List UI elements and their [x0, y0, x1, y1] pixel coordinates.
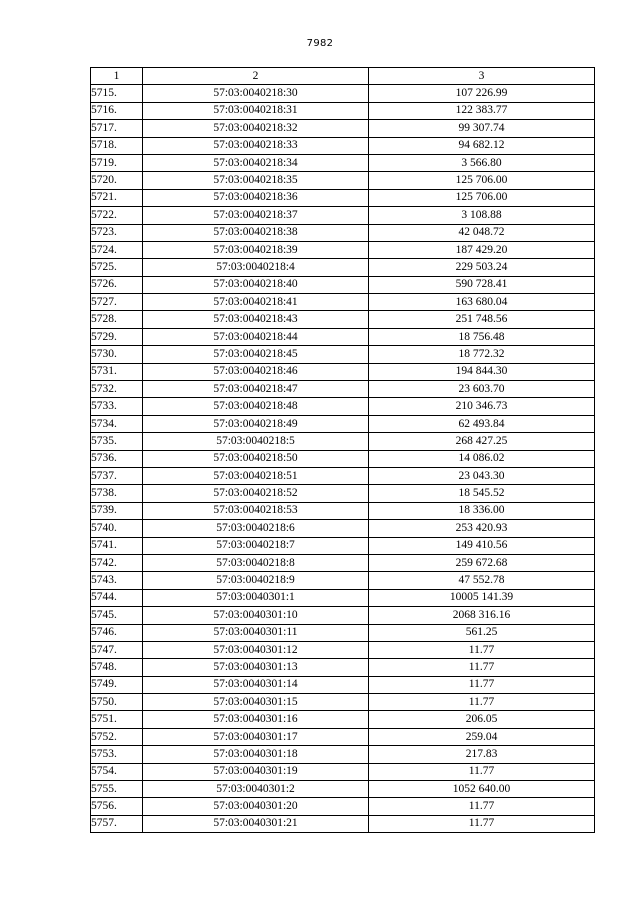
cadastral-value-cell: 1052 640.00	[369, 781, 595, 798]
row-number-cell: 5736.	[91, 450, 143, 467]
table-row	[91, 102, 595, 119]
table-row	[91, 624, 595, 641]
table-row	[91, 537, 595, 554]
table-row	[91, 294, 595, 311]
cadastral-number-cell: 57:03:0040218:4	[143, 259, 369, 276]
cadastral-number-cell: 57:03:0040218:37	[143, 207, 369, 224]
row-number-cell: 5730.	[91, 346, 143, 363]
cadastral-value-cell: 23 603.70	[369, 381, 595, 398]
cadastral-value-cell: 259 672.68	[369, 554, 595, 571]
cadastral-number-cell: 57:03:0040218:6	[143, 520, 369, 537]
cadastral-value-cell: 210 346.73	[369, 398, 595, 415]
table-row	[91, 554, 595, 571]
cadastral-number-cell: 57:03:0040218:40	[143, 276, 369, 293]
cadastral-number-cell: 57:03:0040218:5	[143, 433, 369, 450]
cadastral-value-cell: 229 503.24	[369, 259, 595, 276]
cadastral-value-cell: 253 420.93	[369, 520, 595, 537]
row-number-cell: 5733.	[91, 398, 143, 415]
table-row	[91, 607, 595, 624]
table-row	[91, 381, 595, 398]
cadastral-value-cell: 11.77	[369, 694, 595, 711]
table-row	[91, 415, 595, 432]
cadastral-value-cell: 11.77	[369, 676, 595, 693]
cadastral-value-cell: 18 545.52	[369, 485, 595, 502]
row-number-cell: 5748.	[91, 659, 143, 676]
cadastral-number-cell: 57:03:0040218:51	[143, 467, 369, 484]
cadastral-number-cell: 57:03:0040218:50	[143, 450, 369, 467]
row-number-cell: 5731.	[91, 363, 143, 380]
cadastral-number-cell: 57:03:0040218:49	[143, 415, 369, 432]
row-number-cell: 5752.	[91, 728, 143, 745]
row-number-cell: 5747.	[91, 641, 143, 658]
cadastral-value-cell: 18 756.48	[369, 328, 595, 345]
table-row	[91, 659, 595, 676]
cadastral-value-cell: 251 748.56	[369, 311, 595, 328]
table-row	[91, 781, 595, 798]
cadastral-value-cell: 11.77	[369, 763, 595, 780]
cadastral-number-cell: 57:03:0040218:7	[143, 537, 369, 554]
cadastral-value-cell: 3 566.80	[369, 154, 595, 171]
cadastral-value-cell: 42 048.72	[369, 224, 595, 241]
table-row	[91, 450, 595, 467]
cadastral-number-cell: 57:03:0040301:16	[143, 711, 369, 728]
row-number-cell: 5738.	[91, 485, 143, 502]
cadastral-value-cell: 163 680.04	[369, 294, 595, 311]
cadastral-number-cell: 57:03:0040218:39	[143, 241, 369, 258]
cadastral-value-cell: 217.83	[369, 746, 595, 763]
table-row	[91, 207, 595, 224]
row-number-cell: 5754.	[91, 763, 143, 780]
cadastral-value-cell: 14 086.02	[369, 450, 595, 467]
table-body	[91, 85, 595, 833]
column-header-2: 2	[143, 68, 369, 85]
table-row	[91, 711, 595, 728]
row-number-cell: 5744.	[91, 589, 143, 606]
table-row	[91, 641, 595, 658]
row-number-cell: 5750.	[91, 694, 143, 711]
page-number: 7982	[306, 38, 334, 49]
cadastral-number-cell: 57:03:0040301:18	[143, 746, 369, 763]
cadastral-number-cell: 57:03:0040218:35	[143, 172, 369, 189]
row-number-cell: 5729.	[91, 328, 143, 345]
row-number-cell: 5740.	[91, 520, 143, 537]
table-row	[91, 241, 595, 258]
table-row	[91, 572, 595, 589]
cadastral-number-cell: 57:03:0040218:33	[143, 137, 369, 154]
table-row	[91, 746, 595, 763]
table-row	[91, 224, 595, 241]
cadastral-value-cell: 11.77	[369, 798, 595, 815]
table-row	[91, 763, 595, 780]
table-row	[91, 467, 595, 484]
row-number-cell: 5727.	[91, 294, 143, 311]
cadastral-number-cell: 57:03:0040301:14	[143, 676, 369, 693]
cadastral-value-cell: 62 493.84	[369, 415, 595, 432]
cadastral-value-cell: 10005 141.39	[369, 589, 595, 606]
cadastral-value-cell: 187 429.20	[369, 241, 595, 258]
table-row	[91, 311, 595, 328]
cadastral-number-cell: 57:03:0040218:41	[143, 294, 369, 311]
table-row	[91, 85, 595, 102]
table-row	[91, 798, 595, 815]
table-row	[91, 398, 595, 415]
row-number-cell: 5720.	[91, 172, 143, 189]
cadastral-number-cell: 57:03:0040218:53	[143, 502, 369, 519]
cadastral-number-cell: 57:03:0040301:1	[143, 589, 369, 606]
row-number-cell: 5737.	[91, 467, 143, 484]
cadastral-value-cell: 206.05	[369, 711, 595, 728]
row-number-cell: 5728.	[91, 311, 143, 328]
table-row	[91, 363, 595, 380]
cadastral-number-cell: 57:03:0040218:43	[143, 311, 369, 328]
cadastral-value-cell: 47 552.78	[369, 572, 595, 589]
cadastral-number-cell: 57:03:0040218:34	[143, 154, 369, 171]
table-row	[91, 676, 595, 693]
cadastral-value-cell: 3 108.88	[369, 207, 595, 224]
cadastral-value-cell: 2068 316.16	[369, 607, 595, 624]
cadastral-value-cell: 11.77	[369, 659, 595, 676]
cadastral-number-cell: 57:03:0040218:45	[143, 346, 369, 363]
row-number-cell: 5719.	[91, 154, 143, 171]
cadastral-value-cell: 125 706.00	[369, 172, 595, 189]
column-header-3: 3	[369, 68, 595, 85]
table-row	[91, 520, 595, 537]
cadastral-value-cell: 107 226.99	[369, 85, 595, 102]
table-row	[91, 346, 595, 363]
cadastral-value-cell: 561.25	[369, 624, 595, 641]
row-number-cell: 5745.	[91, 607, 143, 624]
row-number-cell: 5718.	[91, 137, 143, 154]
row-number-cell: 5732.	[91, 381, 143, 398]
cadastral-value-cell: 94 682.12	[369, 137, 595, 154]
cadastral-number-cell: 57:03:0040218:46	[143, 363, 369, 380]
cadastral-value-table	[90, 67, 595, 833]
cadastral-number-cell: 57:03:0040218:38	[143, 224, 369, 241]
row-number-cell: 5757.	[91, 815, 143, 832]
cadastral-value-cell: 99 307.74	[369, 120, 595, 137]
cadastral-number-cell: 57:03:0040301:21	[143, 815, 369, 832]
row-number-cell: 5743.	[91, 572, 143, 589]
table-row	[91, 189, 595, 206]
row-number-cell: 5753.	[91, 746, 143, 763]
cadastral-number-cell: 57:03:0040301:17	[143, 728, 369, 745]
cadastral-number-cell: 57:03:0040301:12	[143, 641, 369, 658]
row-number-cell: 5735.	[91, 433, 143, 450]
cadastral-value-cell: 11.77	[369, 641, 595, 658]
cadastral-value-cell: 259.04	[369, 728, 595, 745]
cadastral-number-cell: 57:03:0040301:15	[143, 694, 369, 711]
cadastral-number-cell: 57:03:0040218:31	[143, 102, 369, 119]
cadastral-number-cell: 57:03:0040301:2	[143, 781, 369, 798]
cadastral-value-cell: 122 383.77	[369, 102, 595, 119]
row-number-cell: 5739.	[91, 502, 143, 519]
cadastral-value-cell: 268 427.25	[369, 433, 595, 450]
row-number-cell: 5716.	[91, 102, 143, 119]
row-number-cell: 5726.	[91, 276, 143, 293]
cadastral-number-cell: 57:03:0040218:44	[143, 328, 369, 345]
column-header-1: 1	[91, 68, 143, 85]
row-number-cell: 5756.	[91, 798, 143, 815]
cadastral-number-cell: 57:03:0040218:30	[143, 85, 369, 102]
table-row	[91, 815, 595, 832]
cadastral-number-cell: 57:03:0040301:20	[143, 798, 369, 815]
cadastral-value-cell: 18 336.00	[369, 502, 595, 519]
table-header-row	[91, 68, 595, 85]
row-number-cell: 5715.	[91, 85, 143, 102]
table-row	[91, 589, 595, 606]
table-row	[91, 433, 595, 450]
table-row	[91, 502, 595, 519]
row-number-cell: 5725.	[91, 259, 143, 276]
cadastral-value-cell: 194 844.30	[369, 363, 595, 380]
row-number-cell: 5722.	[91, 207, 143, 224]
cadastral-number-cell: 57:03:0040218:9	[143, 572, 369, 589]
table-row	[91, 120, 595, 137]
cadastral-number-cell: 57:03:0040218:47	[143, 381, 369, 398]
table-row	[91, 137, 595, 154]
row-number-cell: 5723.	[91, 224, 143, 241]
table-row	[91, 276, 595, 293]
table-row	[91, 154, 595, 171]
table-row	[91, 328, 595, 345]
cadastral-number-cell: 57:03:0040218:32	[143, 120, 369, 137]
cadastral-value-cell: 18 772.32	[369, 346, 595, 363]
row-number-cell: 5721.	[91, 189, 143, 206]
cadastral-number-cell: 57:03:0040218:8	[143, 554, 369, 571]
row-number-cell: 5742.	[91, 554, 143, 571]
cadastral-number-cell: 57:03:0040301:19	[143, 763, 369, 780]
table-row	[91, 694, 595, 711]
row-number-cell: 5746.	[91, 624, 143, 641]
cadastral-value-cell: 11.77	[369, 815, 595, 832]
cadastral-number-cell: 57:03:0040301:10	[143, 607, 369, 624]
row-number-cell: 5734.	[91, 415, 143, 432]
row-number-cell: 5741.	[91, 537, 143, 554]
table-row	[91, 485, 595, 502]
cadastral-number-cell: 57:03:0040218:48	[143, 398, 369, 415]
row-number-cell: 5755.	[91, 781, 143, 798]
table-row	[91, 172, 595, 189]
row-number-cell: 5724.	[91, 241, 143, 258]
table-row	[91, 259, 595, 276]
cadastral-number-cell: 57:03:0040218:52	[143, 485, 369, 502]
cadastral-value-cell: 23 043.30	[369, 467, 595, 484]
cadastral-number-cell: 57:03:0040301:13	[143, 659, 369, 676]
row-number-cell: 5751.	[91, 711, 143, 728]
cadastral-number-cell: 57:03:0040218:36	[143, 189, 369, 206]
cadastral-value-cell: 590 728.41	[369, 276, 595, 293]
cadastral-value-cell: 149 410.56	[369, 537, 595, 554]
row-number-cell: 5717.	[91, 120, 143, 137]
row-number-cell: 5749.	[91, 676, 143, 693]
cadastral-value-cell: 125 706.00	[369, 189, 595, 206]
table-row	[91, 728, 595, 745]
cadastral-number-cell: 57:03:0040301:11	[143, 624, 369, 641]
